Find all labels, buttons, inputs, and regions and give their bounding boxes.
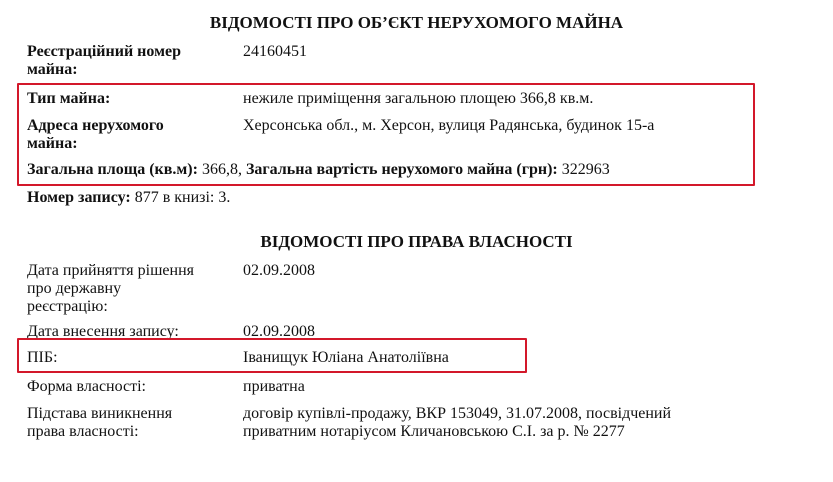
decision-date-value: 02.09.2008 — [243, 262, 315, 279]
address-label-line1: Адреса нерухомого — [27, 117, 164, 134]
owner-name-label: ПІБ: — [27, 349, 58, 366]
record-number-line — [27, 189, 230, 206]
area-value: 366,8, — [201, 161, 242, 178]
property-type-value: нежиле приміщення загальною площею 366,8 кв.м. — [243, 90, 594, 107]
decision-date-label-line1: Дата прийняття рішення — [27, 262, 194, 279]
ownership-basis-value-line1: договір купівлі-продажу, ВКР 153049, 31.07.2008, посвідчений — [243, 405, 672, 422]
reg-number-label-line1: Реєстраційний номер — [27, 43, 181, 60]
ownership-basis-value-line2: приватним нотаріусом Кличановською С.І. за р. № 2277 — [243, 423, 625, 440]
record-number-value: 877 в книзі: 3. — [134, 189, 231, 206]
record-number-label: Номер запису: — [27, 189, 131, 206]
entry-date-label: Дата внесення запису: — [27, 323, 179, 340]
property-section-heading: ВІДОМОСТІ ПРО ОБ’ЄКТ НЕРУХОМОГО МАЙНА — [209, 13, 624, 32]
decision-date-label-line3: реєстрацію: — [27, 298, 108, 315]
entry-date-value: 02.09.2008 — [243, 323, 315, 340]
property-type-label: Тип майна: — [27, 90, 111, 107]
area-label: Загальна площа (кв.м): — [27, 161, 198, 178]
ownership-form-label: Форма власності: — [27, 378, 146, 395]
reg-number-label-line2: майна: — [27, 61, 78, 78]
ownership-basis-label-line2: права власності: — [27, 423, 139, 440]
decision-date-label-line2: про державну — [27, 280, 122, 297]
address-value: Херсонська обл., м. Херсон, вулиця Радянська, будинок 15-а — [243, 117, 655, 134]
address-label-line2: майна: — [27, 135, 78, 152]
owner-name-value: Іванищук Юліана Анатоліївна — [243, 349, 449, 366]
cost-label: Загальна вартість нерухомого майна (грн): — [245, 161, 558, 178]
cost-value: 322963 — [561, 161, 610, 178]
ownership-basis-label-line1: Підстава виникнення — [27, 405, 173, 422]
area-cost-line — [27, 161, 610, 178]
reg-number-value: 24160451 — [243, 43, 307, 60]
ownership-form-value: приватна — [243, 378, 305, 395]
ownership-section-heading: ВІДОМОСТІ ПРО ПРАВА ВЛАСНОСТІ — [260, 232, 573, 251]
